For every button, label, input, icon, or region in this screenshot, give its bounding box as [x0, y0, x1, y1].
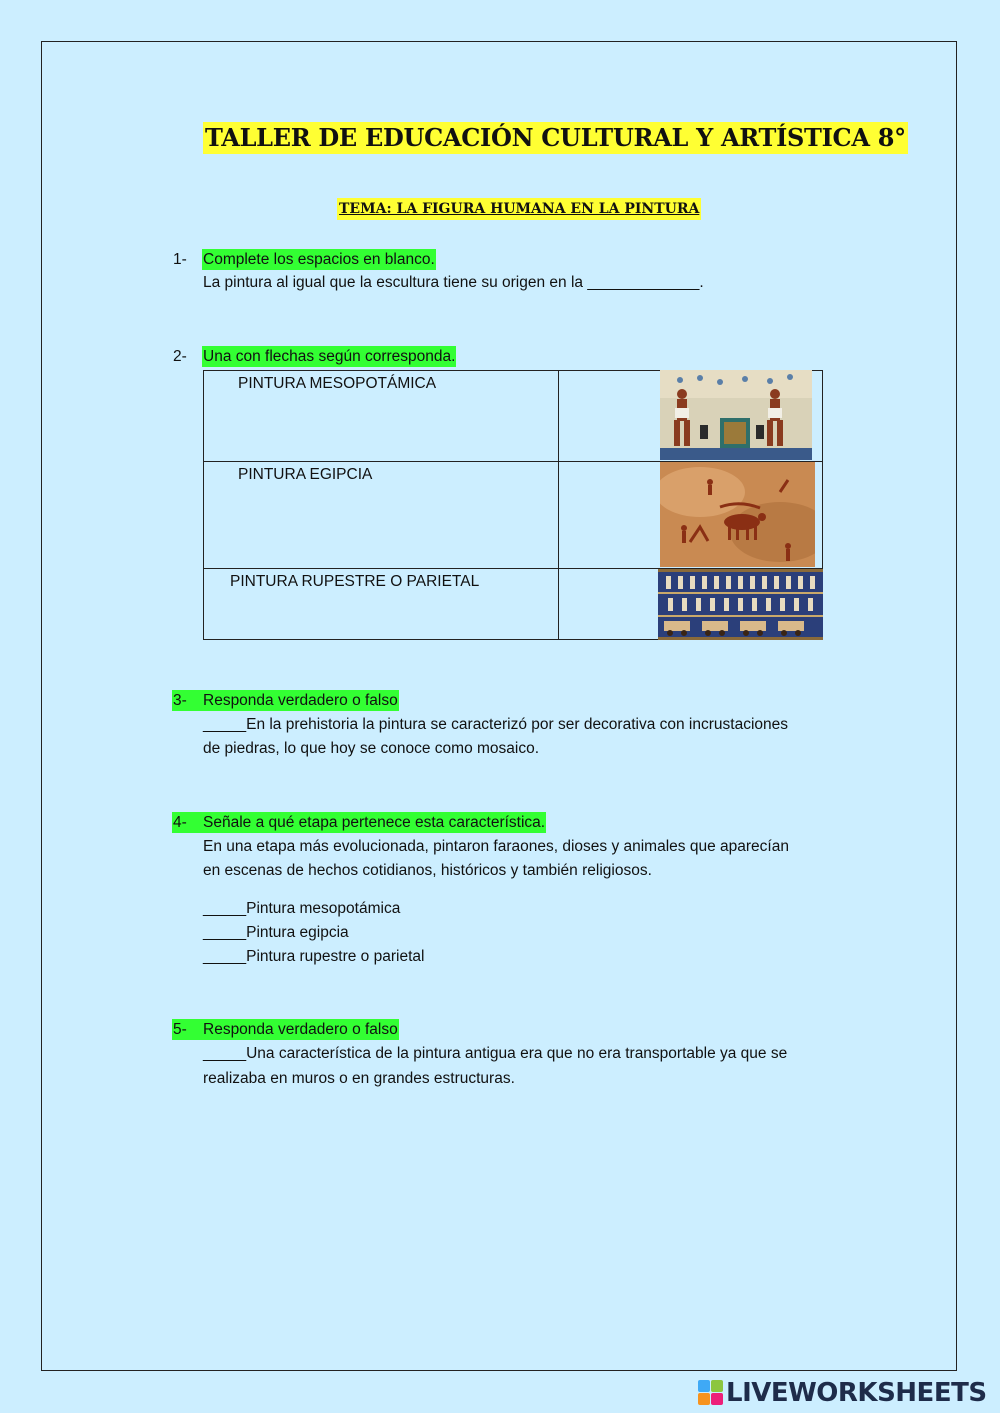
worksheet-subtitle: TEMA: LA FIGURA HUMANA EN LA PINTURA — [337, 198, 701, 220]
mesopotamian-mosaic-image[interactable] — [658, 569, 823, 640]
q2-heading: Una con flechas según corresponda. — [203, 348, 456, 365]
worksheet-title: TALLER DE EDUCACIÓN CULTURAL Y ARTÍSTICA 8° — [205, 123, 906, 152]
liveworksheets-logo-icon — [698, 1380, 724, 1406]
q4-line1: En una etapa más evolucionada, pintaron faraones, dioses y animales que aparecían — [203, 838, 789, 855]
label-pintura-mesopotamica: PINTURA MESOPOTÁMICA — [238, 375, 437, 392]
label-pintura-rupestre: PINTURA RUPESTRE O PARIETAL — [230, 573, 480, 590]
table-cell-label — [204, 462, 559, 569]
liveworksheets-logo[interactable] — [698, 1378, 987, 1408]
q5-line1: _____Una característica de la pintura antigua era que no era transportable ya que se — [203, 1045, 788, 1062]
q3-heading: Responda verdadero o falso — [203, 692, 398, 709]
q5-heading: Responda verdadero o falso — [203, 1021, 398, 1038]
q1-heading: Complete los espacios en blanco. — [203, 251, 435, 268]
q5-number: 5- — [173, 1021, 187, 1038]
q5-line2: realizaba en muros o en grandes estructuras. — [203, 1070, 515, 1087]
label-pintura-egipcia: PINTURA EGIPCIA — [238, 466, 373, 483]
q3-line2: de piedras, lo que hoy se conoce como mosaico. — [203, 740, 540, 757]
q1-text: La pintura al igual que la escultura tiene su origen en la _____________. — [203, 274, 704, 291]
q3-line1: _____En la prehistoria la pintura se caracterizó por ser decorativa con incrustaciones — [203, 716, 789, 733]
cave-painting-image[interactable] — [660, 462, 815, 567]
liveworksheets-logo-text: LIVEWORKSHEETS — [726, 1378, 987, 1408]
q4-heading: Señale a qué etapa pertenece esta característica. — [203, 814, 546, 831]
table-cell-label — [204, 569, 559, 640]
egyptian-painting-image[interactable] — [660, 370, 812, 460]
q4-option-rupestre[interactable]: _____Pintura rupestre o parietal — [203, 948, 425, 965]
q2-number: 2- — [173, 348, 187, 365]
q4-option-mesopotamica[interactable]: _____Pintura mesopotámica — [203, 900, 401, 917]
table-cell-label — [204, 371, 559, 462]
q4-line2: en escenas de hechos cotidianos, históricos y también religiosos. — [203, 862, 652, 879]
q1-number: 1- — [173, 251, 187, 268]
q3-number: 3- — [173, 692, 187, 709]
q4-number: 4- — [173, 814, 187, 831]
q4-option-egipcia[interactable]: _____Pintura egipcia — [203, 924, 349, 941]
